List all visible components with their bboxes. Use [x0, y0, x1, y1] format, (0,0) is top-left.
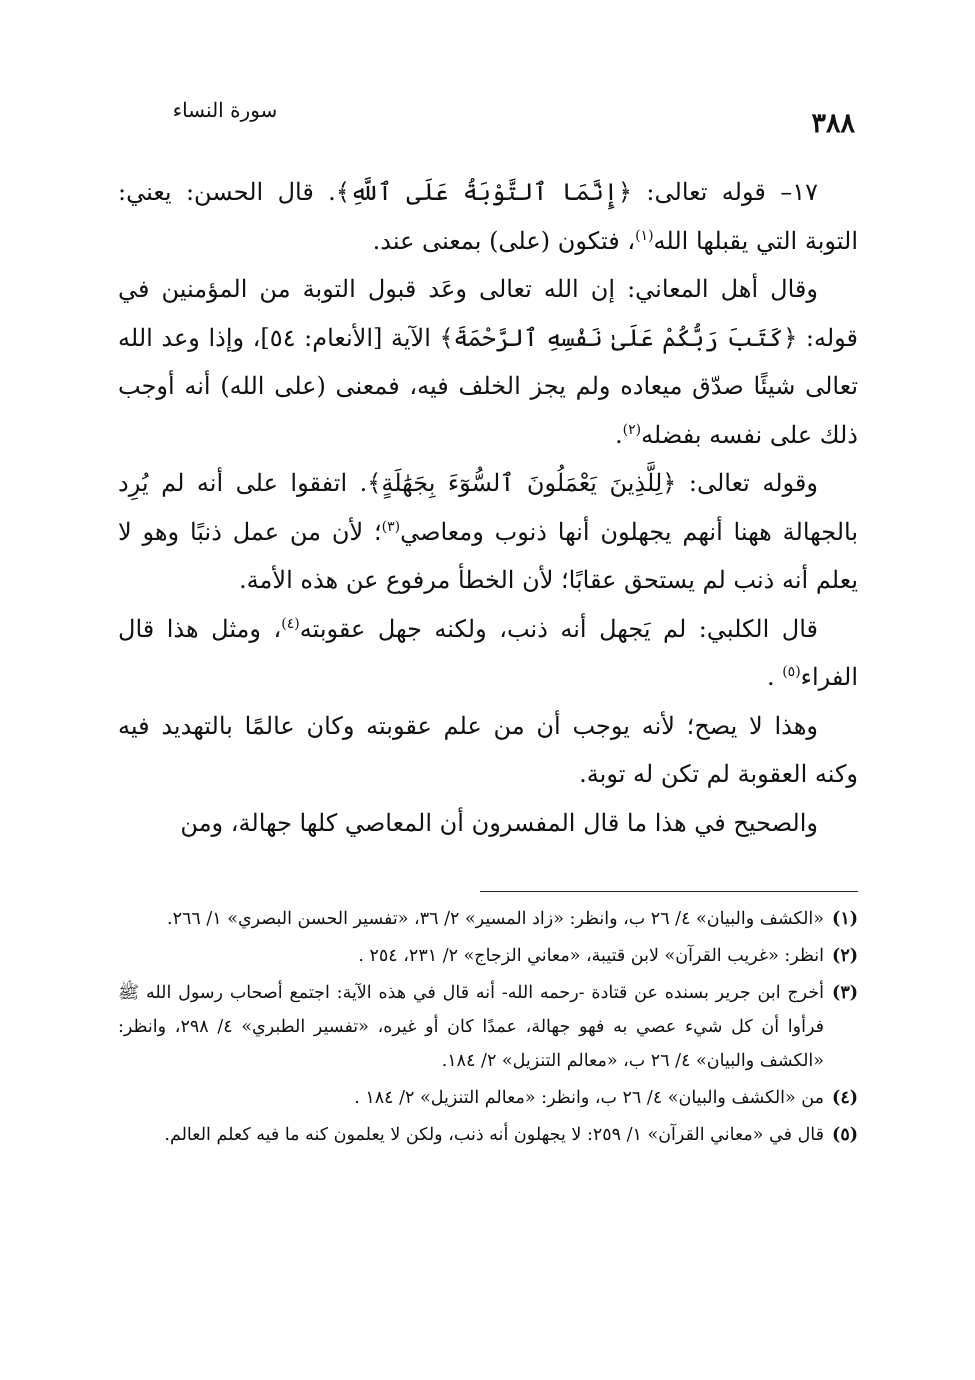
footnote-text: «الكشف والبيان» ٤/ ٢٦ ب، وانظر: «زاد المسير» ٢/ ٣٦، «تفسير الحسن البصري» ١/ ٢٦٦. [167, 909, 824, 929]
paragraph-4 [118, 605, 858, 702]
quran-verse: ﴿لِلَّذِينَ يَعْمَلُونَ ٱلسُّوٓءَ بِجَهَٰلَةٍ﴾ [367, 469, 677, 497]
footnote-item [118, 939, 858, 973]
footnote-ref: (٣) [381, 518, 401, 535]
text-run: . قال الحسن: يعني: التوبة التي يقبلها الله [118, 178, 858, 255]
footnote-number: (٣) [832, 983, 858, 1003]
text-run: وقال أهل المعاني: إن الله تعالى وعَد قبول التوبة من المؤمنين في قوله: [118, 275, 859, 352]
page-number: ٣٨٨ [811, 108, 855, 139]
footnote-text: انظر: «غريب القرآن» لابن قتيبة، «معاني الزجاج» ٢/ ٢٣١، ٢٥٤ . [358, 946, 824, 966]
text-run: . [766, 663, 783, 691]
paragraph-2 [118, 265, 858, 459]
footnote-ref: (٥) [782, 664, 801, 680]
text-run: الآية [الأنعام: ٥٤]، وإذا وعد الله تعالى شيئًا صدّق ميعاده ولم يجز الخلف فيه، فمعنى (على الله) أنه أوجب ذلك على نفسه بفضله [118, 323, 858, 449]
paragraph-5: وهذا لا يصح؛ لأنه يوجب أن من علم عقوبته وكان عالمًا بالتهديد فيه وكنه العقوبة لم تكن له توبة. [118, 711, 858, 788]
quran-verse: ﴿إِنَّمَا ٱلتَّوْبَةُ عَلَى ٱللَّهِ﴾ [335, 178, 633, 206]
footnote-item [118, 976, 858, 1078]
footnote-text: من «الكشف والبيان» ٤/ ٢٦ ب، وانظر: «معالم التنزيل» ٢/ ١٨٤ . [354, 1088, 824, 1108]
quran-verse: ﴿كَتَبَ رَبُّكُمْ عَلَىٰ نَفْسِهِ ٱلرَّحْمَةَ﴾ [439, 323, 798, 352]
text-run: ، ومثل هذا قال الفراء [118, 614, 858, 691]
footnote-text: أخرج ابن جرير بسنده عن قتادة -رحمه الله- أنه قال في هذه الآية: اجتمع أصحاب رسول الله ﷺ فرأوا أن كل شيء عصي به فهو جهالة، عمدًا كان أو غيره، «تفسير الطبري» ٤/ ٢٩٨، وانظر: «الكشف والبيان» ٤/ ٢٦ ب، «معالم التنزيل» ٢/ ١٨٤. [118, 983, 824, 1071]
text-run: قال الكلبي: لم يَجهل أنه ذنب، ولكنه جهل عقوبته [299, 614, 819, 643]
footnote-item [118, 902, 858, 936]
footnote-number: (١) [832, 909, 858, 929]
footnote-text: قال في «معاني القرآن» ١/ ٢٥٩: لا يجهلون أنه ذنب، ولكن لا يعلمون كنه ما فيه كعلم العالم. [164, 1125, 824, 1145]
text-run: . [614, 420, 623, 449]
footnote-number: (٤) [832, 1088, 858, 1108]
text-run: ؛ لأن من عمل ذنبًا وهو لا يعلم أنه ذنب لم يستحق عقابًا؛ لأن الخطأ مرفوع عن هذه الأمة. [118, 517, 858, 594]
footnote-ref: (٤) [281, 615, 300, 632]
text-run: ١٧– قوله تعالى: [632, 178, 818, 206]
paragraph-3 [118, 459, 858, 605]
main-text [118, 168, 858, 847]
footnote-number: (٢) [832, 946, 858, 966]
text-run: . اتفقوا على أنه لم يُرِد بالجهالة ههنا أنهم يجهلون أنها ذنوب ومعاصي [118, 469, 858, 546]
footnote-item [118, 1081, 858, 1115]
text-run: وقوله تعالى: [676, 469, 818, 497]
footnote-ref: (٢) [622, 421, 642, 438]
footnote-divider [480, 891, 858, 892]
footnote-number: (٥) [832, 1125, 858, 1145]
running-title: سورة النساء [172, 98, 278, 122]
paragraph-6: والصحيح في هذا ما قال المفسرون أن المعاصي كلها جهالة، ومن [180, 808, 818, 837]
footnote-ref: (١) [635, 227, 654, 244]
paragraph-1 [118, 168, 858, 265]
text-run: ، فتكون (على) بمعنى عند. [372, 226, 636, 255]
footnote-item [118, 1118, 858, 1152]
footnotes [118, 902, 858, 1155]
